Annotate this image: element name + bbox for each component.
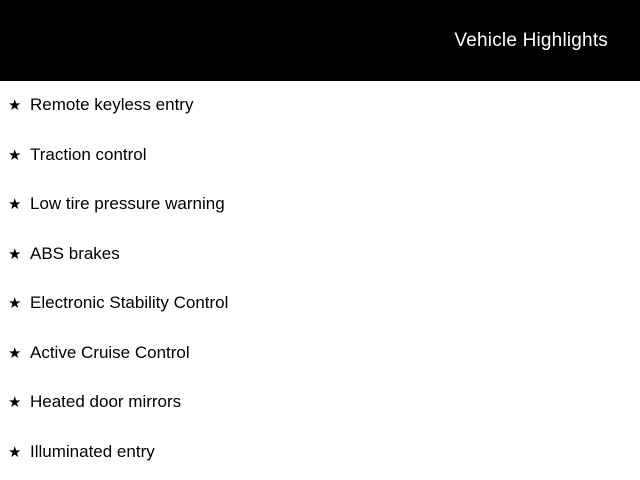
star-icon: ★ [8,344,22,362]
star-icon: ★ [8,245,22,263]
star-icon: ★ [8,443,22,461]
list-item [0,329,640,379]
list-item [0,180,640,230]
list-item-label: Electronic Stability Control [30,293,229,313]
vehicle-highlights-list [0,81,640,477]
header-bar [0,0,640,81]
list-item-label: ABS brakes [30,243,120,263]
star-icon: ★ [8,196,22,214]
list-item [0,428,640,478]
star-icon: ★ [8,295,22,313]
star-icon: ★ [8,97,22,115]
list-item [0,230,640,280]
list-item-label: Traction control [30,144,147,164]
list-item [0,279,640,329]
star-icon: ★ [8,146,22,164]
list-item-label: Illuminated entry [30,441,155,461]
list-item [0,81,640,131]
list-item [0,131,640,181]
list-item [0,378,640,428]
list-item-label: Remote keyless entry [30,95,194,115]
list-item-label: Heated door mirrors [30,392,182,412]
page-title: Vehicle Highlights [454,30,608,51]
list-item-label: Low tire pressure warning [30,194,225,214]
list-item-label: Active Cruise Control [30,342,190,362]
star-icon: ★ [8,394,22,412]
